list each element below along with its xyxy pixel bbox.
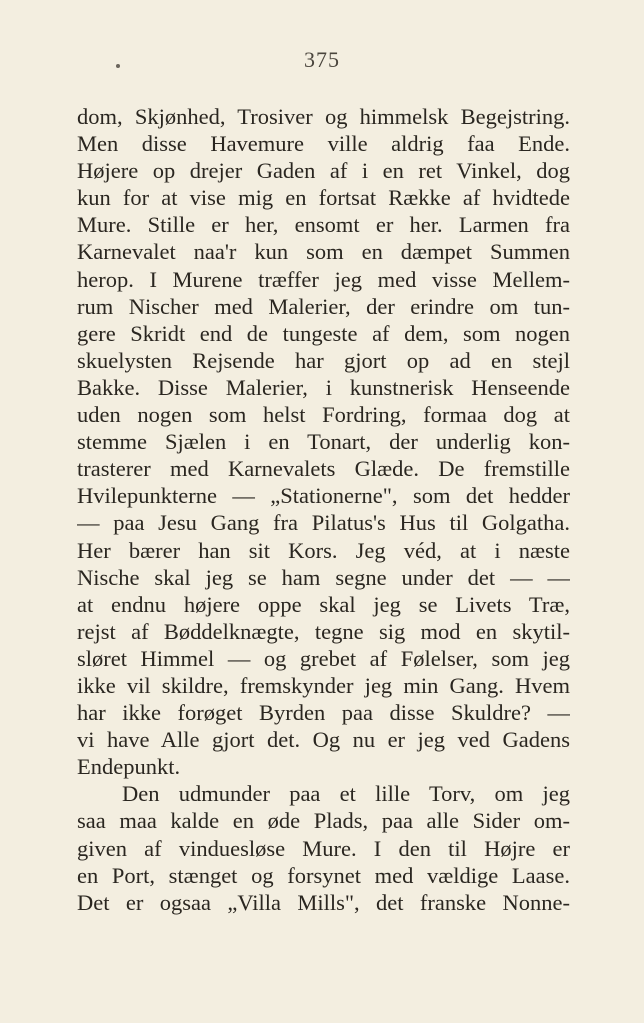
text-line: dom, Skjønhed, Trosiver og himmelsk Begejstring. <box>77 104 570 129</box>
text-line: en Port, stænget og forsynet med vældige Laase. <box>77 862 570 888</box>
text-line: Hvilepunkterne — „Stationerne", som det hedder <box>77 483 570 509</box>
text-line: Bakke. Disse Malerier, i kunstnerisk Henseende <box>77 374 570 400</box>
text-line: given af vinduesløse Mure. I den til Højre er <box>77 835 570 861</box>
text-line: vi have Alle gjort det. Og nu er jeg ved Gadens <box>77 727 570 753</box>
text-line: herop. I Murene træffer jeg med visse Mellem- <box>77 266 570 292</box>
text-line: — paa Jesu Gang fra Pilatus's Hus til Golgatha. <box>77 510 570 536</box>
text-line: kun for at vise mig en fortsat Række af hvidtede <box>77 185 570 211</box>
text-line: at endnu højere oppe skal jeg se Livets Træ, <box>77 591 570 617</box>
text-line: uden nogen som helst Fordring, formaa dog at <box>77 402 570 428</box>
text-line: gere Skridt end de tungeste af dem, som nogen <box>77 320 570 346</box>
text-line: Her bærer han sit Kors. Jeg véd, at i næste <box>77 537 570 563</box>
body-text <box>77 103 570 916</box>
text-line: Den udmunder paa et lille Torv, om jeg <box>122 781 570 807</box>
text-line: Nische skal jeg se ham segne under det — — <box>77 564 570 590</box>
text-line: rum Nischer med Malerier, der erindre om tun- <box>77 293 570 319</box>
text-line: sløret Himmel — og grebet af Følelser, som jeg <box>77 645 570 671</box>
text-line: ikke vil skildre, fremskynder jeg min Gang. Hvem <box>77 672 570 698</box>
text-line: har ikke forøget Byrden paa disse Skuldre? — <box>77 700 570 726</box>
text-line: Endepunkt. <box>77 754 181 780</box>
text-line: rejst af Bøddelknægte, tegne sig mod en skytil- <box>77 618 570 644</box>
text-line: Højere op drejer Gaden af i en ret Vinkel, dog <box>77 158 570 184</box>
text-line: stemme Sjælen i en Tonart, der underlig kon- <box>77 429 570 455</box>
text-line: Karnevalet naa'r kun som en dæmpet Summen <box>77 239 570 265</box>
text-line: trasterer med Karnevalets Glæde. De fremstille <box>77 456 570 482</box>
text-line: Det er ogsaa „Villa Mills", det franske Nonne- <box>77 889 570 915</box>
text-line: saa maa kalde en øde Plads, paa alle Sider om- <box>77 808 570 834</box>
text-line: skuelysten Rejsende har gjort op ad en stejl <box>77 347 570 373</box>
page-number: 375 <box>304 47 340 72</box>
text-line: Men disse Havemure ville aldrig faa Ende. <box>77 131 570 157</box>
text-line: Mure. Stille er her, ensomt er her. Larmen fra <box>77 212 570 238</box>
